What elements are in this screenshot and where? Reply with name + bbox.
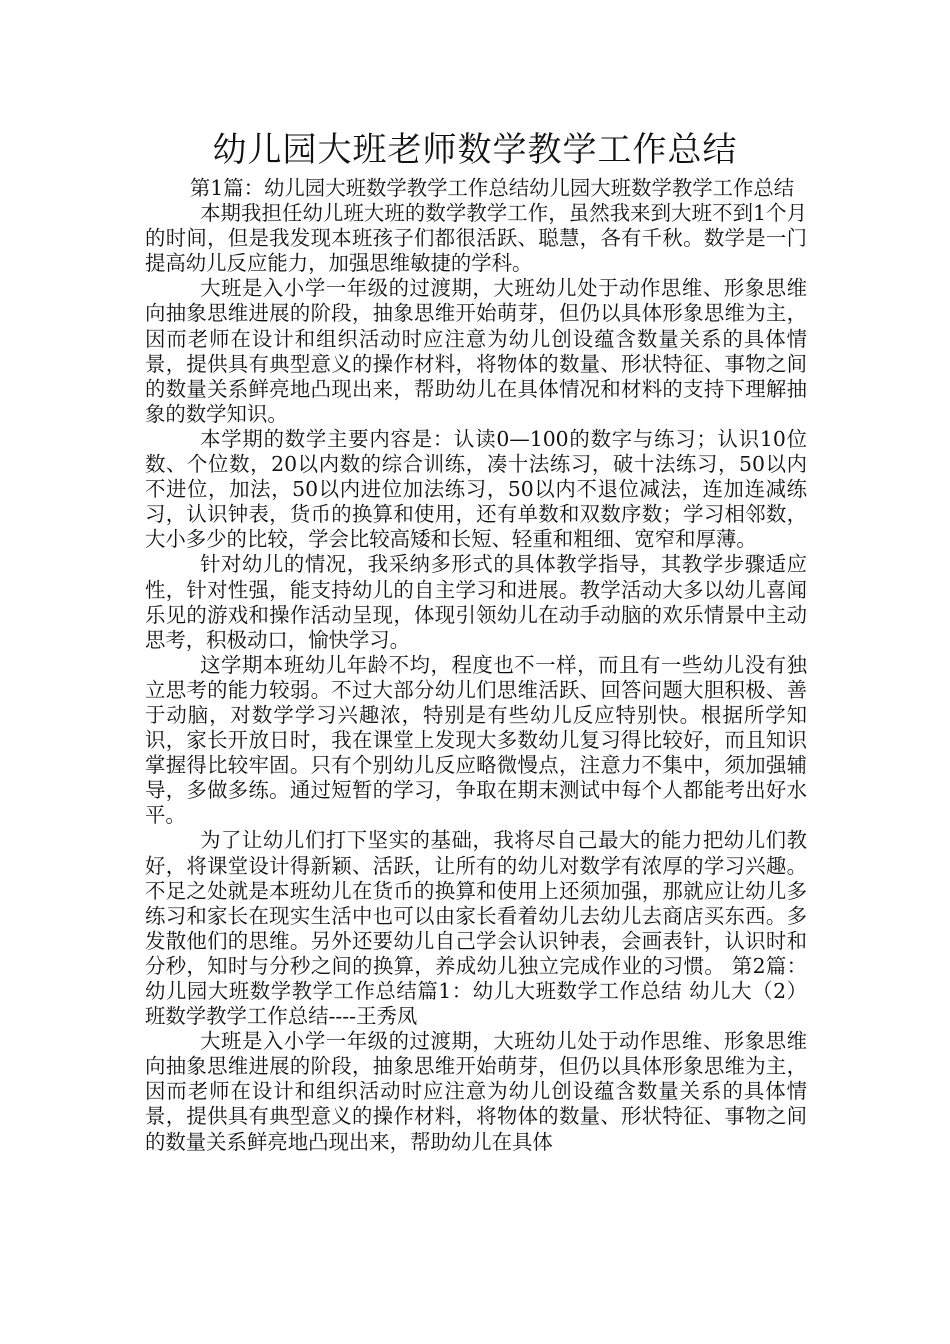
paragraph: 本期我担任幼儿班大班的数学教学工作，虽然我来到大班不到1个月的时间，但是我发现本班孩子们都很活跃、聪慧，各有千秋。数学是一门提高幼儿反应能力，加强思维敏捷的学科。 [145, 201, 807, 276]
paragraph: 大班是入小学一年级的过渡期，大班幼儿处于动作思维、形象思维向抽象思维进展的阶段，抽象思维开始萌芽，但仍以具体形象思维为主，因而老师在设计和组织活动时应注意为幼儿创设蕴含数量关系的具体情景，提供具有典型意义的操作材料，将物体的数量、形状特征、事物之间的数量关系鲜亮地凸现出来，帮助幼儿在具体情况和材料的支持下理解抽象的数学知识。 [145, 276, 807, 426]
paragraph: 为了让幼儿们打下坚实的基础，我将尽自己最大的能力把幼儿们教好，将课堂设计得新颖、活跃，让所有的幼儿对数学有浓厚的学习兴趣。不足之处就是本班幼儿在货币的换算和使用上还须加强，那就应让幼儿多练习和家长在现实生活中也可以由家长看着幼儿去幼儿去商店买东西。多发散他们的思维。另外还要幼儿自己学会认识钟表，会画表针，认识时和分秒，知时与分秒之间的换算，养成幼儿独立完成作业的习惯。 第2篇：幼儿园大班数学教学工作总结篇1：幼儿大班数学工作总结 幼儿大（2）班数学教学工作总结----王秀凤 [145, 828, 807, 1029]
paragraph: 这学期本班幼儿年龄不均，程度也不一样，而且有一些幼儿没有独立思考的能力较弱。不过大部分幼儿们思维活跃、回答问题大胆积极、善于动脑，对数学学习兴趣浓，特别是有些幼儿反应特别快。根据所学知识，家长开放日时，我在课堂上发现大多数幼儿复习得比较好，而且知识掌握得比较牢固。只有个别幼儿反应略微慢点，注意力不集中，须加强辅导，多做多练。通过短暂的学习，争取在期末测试中每个人都能考出好水平。 [145, 652, 807, 828]
document-title: 幼儿园大班老师数学教学工作总结 [212, 130, 738, 170]
paragraph-part1-heading: 第1篇：幼儿园大班数学教学工作总结幼儿园大班数学教学工作总结 [189, 176, 795, 200]
paragraph: 针对幼儿的情况，我采纳多形式的具体教学指导，其教学步骤适应性，针对性强，能支持幼儿的自主学习和进展。教学活动大多以幼儿喜闻乐见的游戏和操作活动呈现，体现引领幼儿在动手动脑的欢乐情景中主动思考，积极动口，愉快学习。 [145, 552, 807, 652]
document-body [145, 176, 807, 1155]
paragraph: 大班是入小学一年级的过渡期，大班幼儿处于动作思维、形象思维向抽象思维进展的阶段，抽象思维开始萌芽，但仍以具体形象思维为主，因而老师在设计和组织活动时应注意为幼儿创设蕴含数量关系的具体情景，提供具有典型意义的操作材料，将物体的数量、形状特征、事物之间的数量关系鲜亮地凸现出来，帮助幼儿在具体 [145, 1029, 807, 1154]
paragraph: 本学期的数学主要内容是：认读0—100的数字与练习；认识10位数、个位数，20以内数的综合训练，凑十法练习，破十法练习，50以内不进位，加法，50以内进位加法练习，50以内不退位减法，连加连减练习，认识钟表，货币的换算和使用，还有单数和双数序数；学习相邻数，大小多少的比较，学会比较高矮和长短、轻重和粗细、宽窄和厚薄。 [145, 426, 807, 552]
